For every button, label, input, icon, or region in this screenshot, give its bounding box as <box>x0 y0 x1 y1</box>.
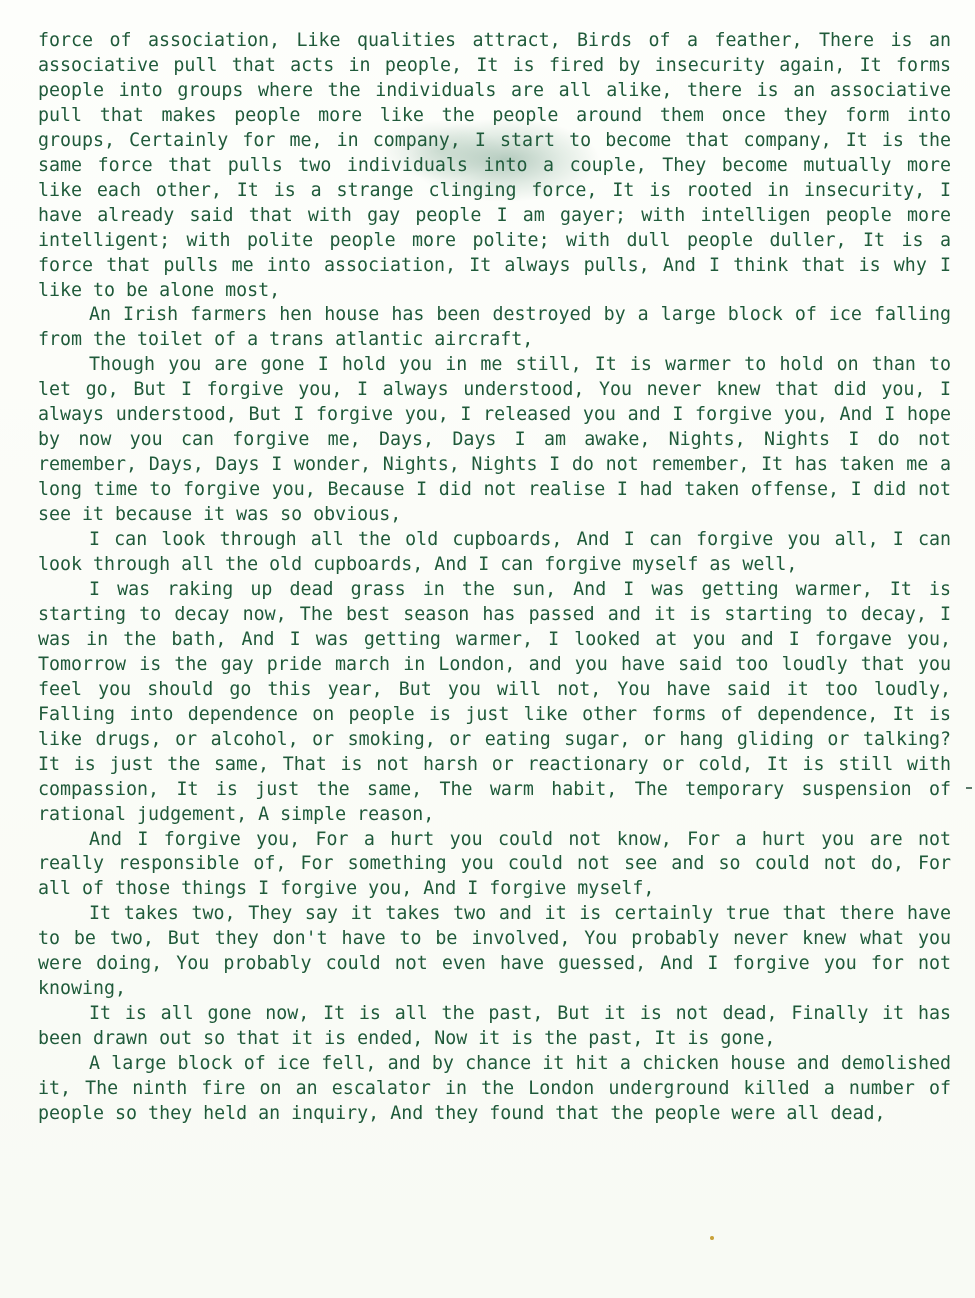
paragraph-6: And I forgive you, For a hurt you could not know, For a hurt you are not really responsible of, For something you could not see and so could not do, For all of those things I forgive you, And I forgive myself, <box>38 828 951 900</box>
paragraph-3: Though you are gone I hold you in me still, It is warmer to hold on than to let go, But I forgive you, I always understood, You never knew that did you, I always understood, But I forgive you, I released you and I forgive you, And I hope by now you can forgive me, Days, Days I am awake, Nights, Nights I do not remember, Days, Days I wonder, Nights, Nights I do not remember, It has taken me a long time to forgive you, Because I did not realise I had taken offense, I did not see it because it was so obvious, <box>38 354 951 526</box>
ink-speck <box>710 1236 714 1240</box>
paragraph-2: An Irish farmers hen house has been destroyed by a large block of ice falling from the toilet of a trans atlantic aircraft, <box>38 304 951 351</box>
paragraph-9: A large block of ice fell, and by chance it hit a chicken house and demolished it, The ninth fire on an escalator in the London underground killed a number of people so they held an inquiry, And they found that the people were all dead, <box>38 1053 951 1124</box>
margin-mark <box>966 787 972 789</box>
paragraph-8: It is all gone now, It is all the past, But it is not dead, Finally it has been drawn out so that it is ended, Now it is the past, It is gone, <box>38 1003 951 1050</box>
paragraph-4: I can look through all the old cupboards, And I can forgive you all, I can look through all the old cupboards, And I can forgive myself as well, <box>38 529 951 576</box>
paragraph-5: I was raking up dead grass in the sun, And I was getting warmer, It is starting to decay now, The best season has passed and it is starting to decay, I was in the bath, And I was getting warmer, I looked at you and I forgave you, Tomorrow is the gay pride march in London, and you have said too loudly that you feel you should go this year, But you will not, You have said it too loudly, Falling into dependence on people is just like other forms of dependence, It is like drugs, or alcohol, or smoking, or eating sugar, or hang gliding or talking? It is just the same, That is not harsh or reactionary or cold, It is still with compassion, It is just the same, The warm habit, The temporary suspension of rational judgement, A simple reason, <box>38 578 951 825</box>
body-text <box>38 29 951 1127</box>
paragraph-1: force of association, Like qualities attract, Birds of a feather, There is an associative pull that acts in people, It is fired by insecurity again, It forms people into groups where the individuals are all alike, there is an associative pull that makes people more like the people around them once they form into groups, Certainly for me, in company, I start to become that company, It is the same force that pulls two individuals into a couple, They become mutually more like each other, It is a strange clinging force, It is rooted in insecurity, I have already said that with gay people I am gayer; with intelligen people more intelligent; with polite people more polite; with dull people duller, It is a force that pulls me into association, It always pulls, And I think that is why I like to be alone most, <box>38 30 951 301</box>
paragraph-7: It takes two, They say it takes two and it is certainly true that there have to be two, But they don't have to be involved, You probably never knew what you were doing, You probably could not even have guessed, And I forgive you for not knowing, <box>38 903 951 1000</box>
